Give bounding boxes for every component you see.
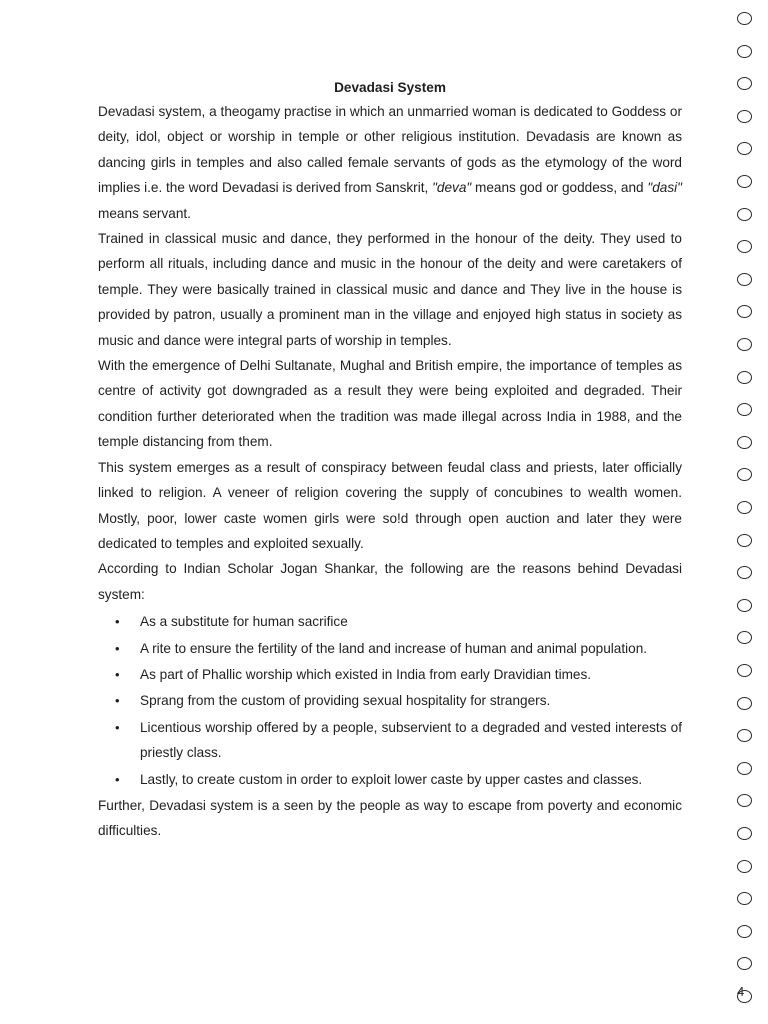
bullet: • (115, 771, 120, 787)
list-item-text: As part of Phallic worship which existed in India from early Dravidian times. (140, 666, 592, 682)
binding-ring-icon (737, 45, 752, 58)
list-item (115, 609, 682, 634)
paragraph-intro (98, 99, 682, 226)
paragraph-history: With the emergence of Delhi Sultanate, Mughal and British empire, the importance of temples as centre of activity got downgraded as a result they were being exploited and degraded. Their condition further deteriorated when the tradition was made illegal across India in 1988, and the temple distancing from them. (98, 358, 682, 450)
binding-ring-icon (737, 403, 752, 416)
bullet: • (115, 666, 120, 682)
bullet: • (115, 693, 120, 709)
etymology-text-2: means servant. (98, 205, 191, 221)
binding-ring-icon (737, 371, 752, 384)
binding-ring-icon (737, 142, 752, 155)
term-dasi: "dasi" (647, 180, 682, 196)
list-item-text: As a substitute for human sacrifice (140, 614, 348, 630)
binding-ring-icon (737, 273, 752, 286)
document-body (98, 77, 682, 844)
binding-rings (728, 0, 768, 1024)
bullet: • (115, 719, 120, 735)
list-item-text: Licentious worship offered by a people, subservient to a degraded and vested interests of priestly class. (140, 719, 682, 761)
paragraph-reasons-intro: According to Indian Scholar Jogan Shankar, the following are the reasons behind Devadasi system: (98, 561, 682, 602)
binding-ring-icon (737, 110, 752, 123)
binding-ring-icon (737, 957, 752, 970)
binding-ring-icon (737, 566, 752, 579)
binding-ring-icon (737, 338, 752, 351)
paragraph-training: Trained in classical music and dance, they performed in the honour of the deity. They used to perform all rituals, including dance and music in the honour of the deity and were caretakers of temple. They were basically trained in classical music and dance and They live in the house is provided by patron, usually a prominent man in the village and enjoyed high status in society as music and dance were integral parts of worship in temples. (98, 231, 682, 348)
binding-ring-icon (737, 240, 752, 253)
binding-ring-icon (737, 305, 752, 318)
binding-ring-icon (737, 860, 752, 873)
binding-ring-icon (737, 208, 752, 221)
term-deva: "deva" (432, 180, 472, 196)
list-item (115, 662, 682, 687)
bullet: • (115, 614, 120, 630)
binding-ring-icon (737, 77, 752, 90)
bullet: • (115, 640, 120, 656)
binding-ring-icon (737, 175, 752, 188)
reasons-list (98, 609, 682, 792)
paragraph-intro-text: Devadasi system, a theogamy practise in which an unmarried woman is dedicated to Goddess or deity, idol, object or worship in temple or other religious institution. Devadasis are known as dancing girls in temples and also called female servants of gods as the etymology of the word implies i.e. the word Devadasi is derived from Sanskrit, (98, 104, 682, 196)
page-number: 4 (737, 984, 745, 999)
binding-ring-icon (737, 925, 752, 938)
binding-ring-icon (737, 599, 752, 612)
binding-ring-icon (737, 468, 752, 481)
list-item (115, 688, 682, 713)
binding-ring-icon (737, 534, 752, 547)
list-item (115, 715, 682, 766)
paragraph-closing: Further, Devadasi system is a seen by the people as way to escape from poverty and economic difficulties. (98, 797, 682, 839)
binding-ring-icon (737, 436, 752, 449)
binding-ring-icon (737, 762, 752, 775)
paragraph-conspiracy: This system emerges as a result of conspiracy between feudal class and priests, later officially linked to religion. A veneer of religion covering the supply of concubines to wealth women. Mostly, poor, lower caste women girls were so!d through open auction and later they were dedicated to temples and exploited sexually. (98, 459, 682, 551)
list-item-text: Sprang from the custom of providing sexual hospitality for strangers. (140, 693, 551, 709)
binding-ring-icon (737, 827, 752, 840)
document-title: Devadasi System (334, 80, 446, 95)
binding-ring-icon (737, 631, 752, 644)
binding-ring-icon (737, 12, 752, 25)
binding-ring-icon (737, 697, 752, 710)
binding-ring-icon (737, 892, 752, 905)
list-item-text: Lastly, to create custom in order to exploit lower caste by upper castes and classes. (140, 771, 643, 787)
binding-ring-icon (737, 729, 752, 742)
binding-ring-icon (737, 794, 752, 807)
binding-ring-icon (737, 501, 752, 514)
binding-ring-icon (737, 664, 752, 677)
list-item (115, 767, 682, 792)
etymology-text-1: means god or goddess, and (471, 180, 648, 196)
list-item (115, 636, 682, 661)
list-item-text: A rite to ensure the fertility of the land and increase of human and animal population. (140, 640, 648, 656)
